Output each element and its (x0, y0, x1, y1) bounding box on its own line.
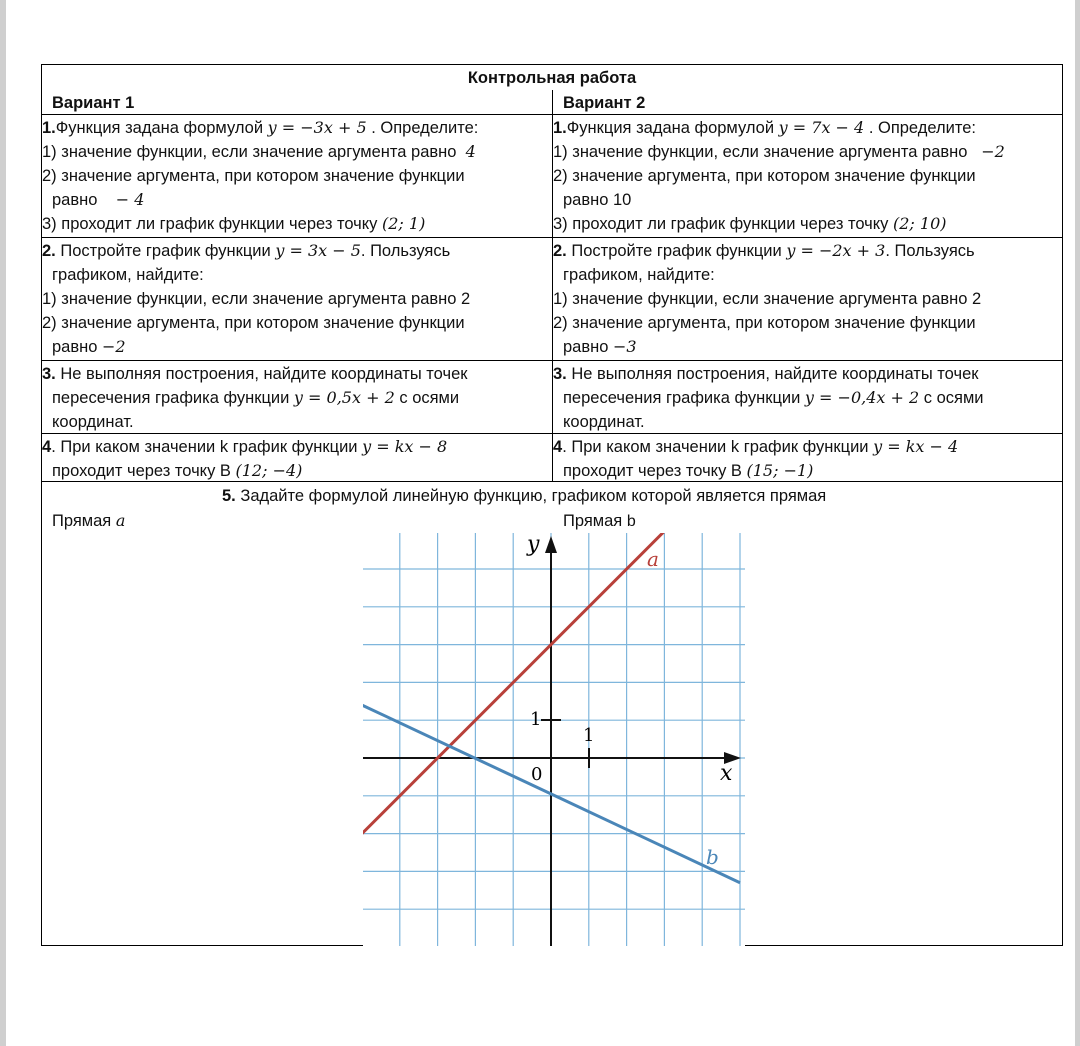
v1-task1-formula: y = −3x + 5 (267, 118, 367, 137)
v2-task4-text: . При каком значении k график функции (562, 438, 869, 456)
item-value: −3 (613, 337, 637, 356)
v1-task1-line1 (42, 116, 478, 140)
task5-heading (222, 484, 826, 508)
v2-task3-number: 3. (553, 365, 567, 383)
v2-task3-text: пересечения графика функции (563, 389, 801, 407)
v1-task1-number: 1. (42, 119, 56, 137)
item-value: 4 (465, 142, 476, 161)
v1-task3-formula: y = 0,5x + 2 (293, 388, 395, 407)
v2-task1-item2 (553, 164, 976, 188)
v2-task1-tail: . Определите: (868, 119, 976, 137)
item-value: −2 (981, 142, 1005, 161)
v1-task1-tail: . Определите: (371, 119, 479, 137)
v1-task1-intro: Функция задана формулой (55, 119, 264, 137)
v2-task3-text: с осями (923, 389, 984, 407)
left-page-edge (0, 0, 6, 1046)
v2-task2-intro: Постройте график функции (571, 242, 782, 260)
variant1-header: Вариант 1 (52, 94, 135, 112)
v1-task2-number: 2. (42, 242, 56, 260)
v1-task1-item3 (42, 212, 425, 236)
v2-task4-formula: y = kx − 4 (873, 437, 959, 456)
v1-task3-text: с осями (399, 389, 460, 407)
v1-task2-tail: . Пользуясь (360, 242, 451, 260)
v1-task2-line2: графиком, найдите: (52, 266, 204, 284)
v2-task1-intro: Функция задана формулой (566, 119, 775, 137)
v1-task4-formula: y = kx − 8 (362, 437, 448, 456)
v2-task2-item2-cont (563, 335, 637, 359)
graph-background (363, 533, 745, 946)
v1-task3-line2 (52, 386, 459, 410)
v2-task1-formula: y = 7x − 4 (778, 118, 865, 137)
v2-task2-formula: y = −2x + 3 (786, 241, 886, 260)
v2-task3-text: Не выполняя построения, найдите координаты точек (571, 365, 979, 383)
v2-task2-item1: 1) значение функции, если значение аргумента равно 2 (553, 290, 982, 308)
v1-task3-line3: координат. (52, 413, 134, 431)
v1-task4-point: (12; −4) (235, 461, 303, 480)
item-text: равно (52, 338, 98, 356)
v1-task4-line2 (52, 459, 302, 483)
page-title: Контрольная работа (467, 69, 637, 87)
v2-task2-line2: графиком, найдите: (563, 266, 715, 284)
line-a-label (52, 509, 125, 533)
v1-task4-text: проходит через точку В (52, 462, 231, 480)
v2-task3-line1 (553, 362, 978, 386)
v2-task4-line2 (563, 459, 813, 483)
v1-task2-intro: Постройте график функции (60, 242, 271, 260)
item-value: − 4 (115, 190, 145, 209)
y-axis-label: y (527, 533, 540, 557)
item-text: 1) значение функции, если значение аргумента равно (553, 143, 968, 161)
line-label-text: Прямая (52, 512, 112, 530)
v2-task1-item2-cont (563, 188, 631, 212)
task5-text: Задайте формулой линейную функцию, графиком которой является прямая (240, 487, 827, 505)
v2-task1-item1 (553, 140, 1005, 164)
v2-task2-line1 (553, 239, 975, 263)
coordinate-graph (363, 533, 745, 946)
line-label-text: Прямая (563, 512, 623, 530)
v2-task3-line2 (563, 386, 984, 410)
v2-task3-formula: y = −0,4x + 2 (804, 388, 920, 407)
v2-task1-item3 (553, 212, 947, 236)
v2-task2-item2: 2) значение аргумента, при котором значение функции (553, 314, 976, 332)
line-a-label-tag: a (647, 547, 659, 571)
item-text: равно 10 (563, 191, 632, 209)
v1-task1-item1 (42, 140, 476, 164)
v2-task2-number: 2. (553, 242, 567, 260)
v1-task3-text: Не выполняя построения, найдите координаты точек (60, 365, 468, 383)
item-text: равно (563, 338, 609, 356)
item-text: равно (52, 191, 98, 209)
v1-task2-line1 (42, 239, 450, 263)
item-value: −2 (102, 337, 126, 356)
x-unit-label: 1 (583, 725, 595, 746)
v1-task2-item2: 2) значение аргумента, при котором значение функции (42, 314, 465, 332)
v2-task4-number: 4 (553, 438, 563, 456)
v1-task4-number: 4 (42, 438, 52, 456)
line-b-label (563, 509, 636, 534)
item-text: 2) значение аргумента, при котором значение функции (553, 167, 976, 185)
y-unit-label: 1 (530, 709, 542, 730)
v1-task3-line1 (42, 362, 467, 386)
v1-task3-number: 3. (42, 365, 56, 383)
item-text: 2) значение аргумента, при котором значение функции (42, 167, 465, 185)
v2-task1-number: 1. (553, 119, 567, 137)
item-text: 1) значение функции, если значение аргумента равно (42, 143, 457, 161)
v1-task3-text: пересечения графика функции (52, 389, 290, 407)
v1-task2-item2-cont (52, 335, 126, 359)
item-text: 3) проходит ли график функции через точку (553, 215, 889, 233)
v2-task4-text: проходит через точку В (563, 462, 742, 480)
item-text: 3) проходит ли график функции через точку (42, 215, 378, 233)
v2-task2-tail: . Пользуясь (885, 242, 975, 260)
x-axis-label: x (720, 761, 733, 786)
v1-task2-item1: 1) значение функции, если значение аргумента равно 2 (42, 290, 471, 308)
variant2-header: Вариант 2 (563, 94, 646, 112)
item-value: (2; 10) (893, 214, 947, 233)
v1-task1-item2-cont (52, 188, 144, 212)
v1-task2-formula: y = 3x − 5 (275, 241, 361, 260)
line-b-label-tag: b (706, 845, 719, 869)
origin-label: 0 (531, 764, 543, 785)
v2-task3-line3: координат. (563, 413, 645, 431)
v1-task4-line1 (42, 435, 447, 459)
task5-number: 5. (222, 487, 236, 505)
right-page-edge (1075, 0, 1080, 1046)
item-value: (2; 1) (382, 214, 426, 233)
v1-task4-text: . При каком значении k график функции (51, 438, 358, 456)
v1-task1-item2 (42, 164, 465, 188)
v2-task4-point: (15; −1) (746, 461, 814, 480)
v2-task4-line1 (553, 435, 958, 459)
line-a-var: a (115, 511, 126, 530)
line-b-var: b (626, 513, 636, 530)
v2-task1-line1 (553, 116, 976, 140)
